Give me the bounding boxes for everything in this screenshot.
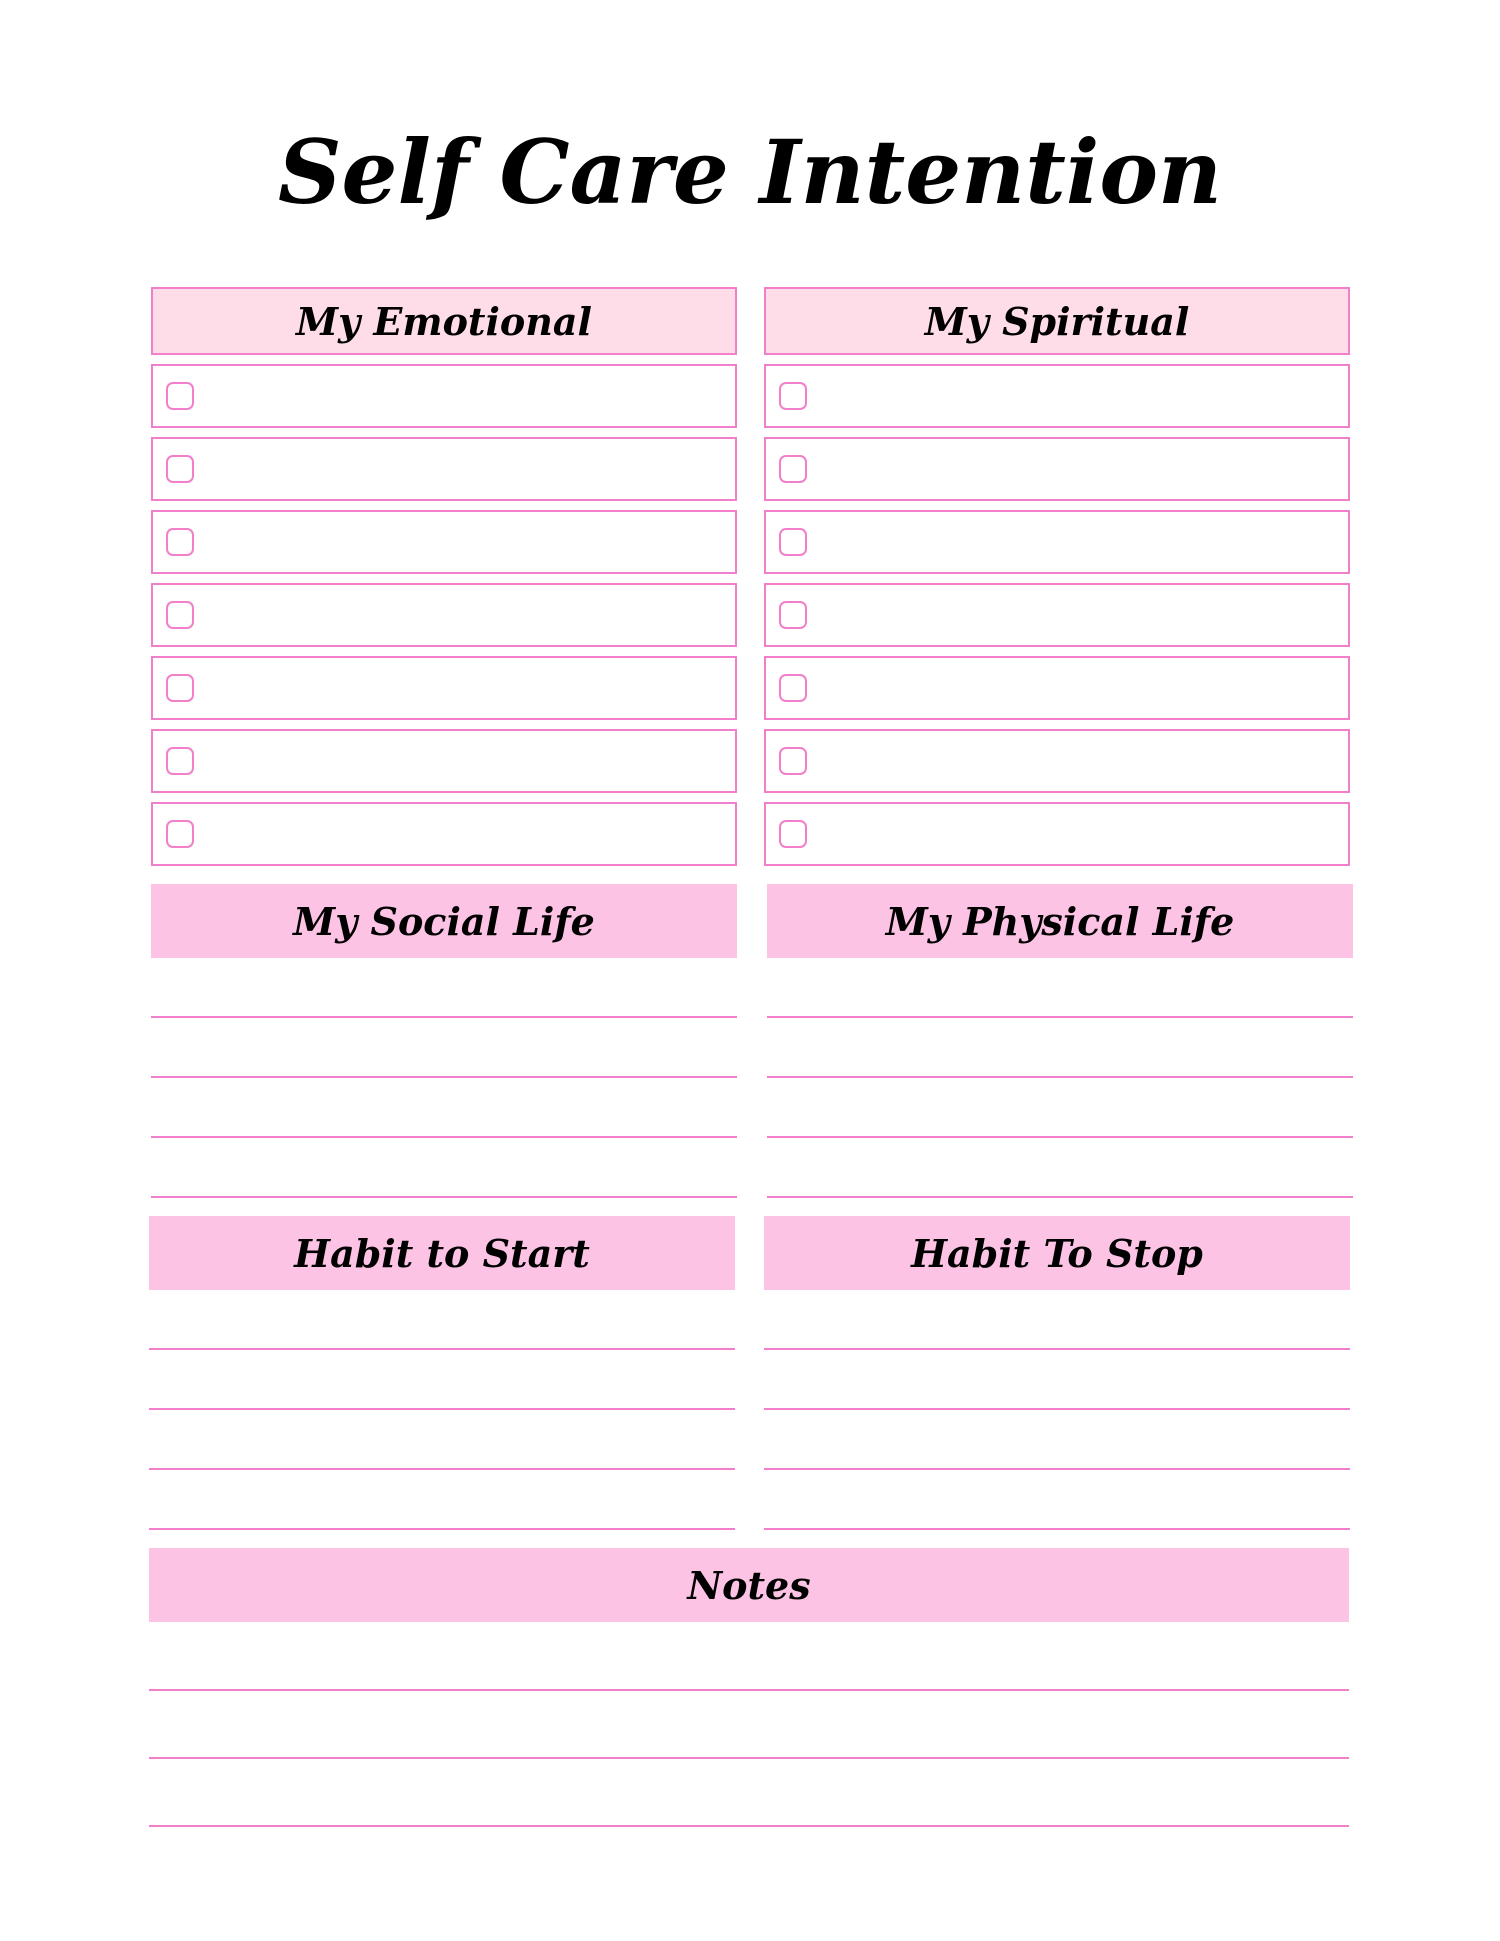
checklist-row[interactable]	[151, 729, 737, 793]
checklist-row[interactable]	[764, 437, 1350, 501]
emotional-section	[151, 287, 737, 866]
spiritual-section	[764, 287, 1350, 866]
checkbox[interactable]	[166, 747, 194, 775]
checkbox[interactable]	[779, 674, 807, 702]
page-title: Self Care Intention	[277, 120, 1223, 224]
checkbox[interactable]	[779, 601, 807, 629]
checklist-row[interactable]	[151, 802, 737, 866]
checkbox[interactable]	[166, 382, 194, 410]
writing-line[interactable]	[151, 1076, 737, 1078]
writing-line[interactable]	[149, 1408, 735, 1410]
checklist-row[interactable]	[764, 583, 1350, 647]
notes-section	[149, 1548, 1349, 1827]
writing-line[interactable]	[767, 1076, 1353, 1078]
checkbox[interactable]	[779, 382, 807, 410]
writing-line[interactable]	[151, 1196, 737, 1198]
checkbox[interactable]	[166, 528, 194, 556]
writing-line[interactable]	[767, 1016, 1353, 1018]
social-header: My Social Life	[151, 884, 737, 958]
checklist-row[interactable]	[151, 437, 737, 501]
emotional-header: My Emotional	[151, 287, 737, 355]
checkbox[interactable]	[166, 820, 194, 848]
writing-line[interactable]	[764, 1468, 1350, 1470]
physical-header: My Physical Life	[767, 884, 1353, 958]
checkbox[interactable]	[779, 455, 807, 483]
writing-line[interactable]	[764, 1528, 1350, 1530]
checklist-row[interactable]	[764, 802, 1350, 866]
habit-start-header: Habit to Start	[149, 1216, 735, 1290]
checklist-row[interactable]	[764, 510, 1350, 574]
habit-stop-header: Habit To Stop	[764, 1216, 1350, 1290]
writing-line[interactable]	[767, 1136, 1353, 1138]
writing-line[interactable]	[767, 1196, 1353, 1198]
writing-line[interactable]	[149, 1468, 735, 1470]
habit-stop-section	[764, 1216, 1350, 1530]
writing-line[interactable]	[764, 1408, 1350, 1410]
checklist-row[interactable]	[764, 656, 1350, 720]
checkbox[interactable]	[166, 601, 194, 629]
checkbox[interactable]	[166, 674, 194, 702]
checkbox[interactable]	[779, 820, 807, 848]
writing-line[interactable]	[149, 1348, 735, 1350]
checklist-row[interactable]	[151, 656, 737, 720]
writing-line[interactable]	[151, 1136, 737, 1138]
checkbox[interactable]	[779, 747, 807, 775]
writing-line[interactable]	[151, 1016, 737, 1018]
habit-start-section	[149, 1216, 735, 1530]
physical-section	[767, 884, 1353, 1198]
checkbox[interactable]	[779, 528, 807, 556]
social-section	[151, 884, 737, 1198]
checklist-row[interactable]	[764, 364, 1350, 428]
writing-line[interactable]	[149, 1825, 1349, 1827]
writing-line[interactable]	[149, 1528, 735, 1530]
notes-header: Notes	[149, 1548, 1349, 1622]
checkbox[interactable]	[166, 455, 194, 483]
writing-line[interactable]	[149, 1757, 1349, 1759]
writing-line[interactable]	[764, 1348, 1350, 1350]
writing-line[interactable]	[149, 1689, 1349, 1691]
checklist-row[interactable]	[151, 510, 737, 574]
checklist-row[interactable]	[151, 583, 737, 647]
checklist-row[interactable]	[151, 364, 737, 428]
spiritual-header: My Spiritual	[764, 287, 1350, 355]
checklist-row[interactable]	[764, 729, 1350, 793]
